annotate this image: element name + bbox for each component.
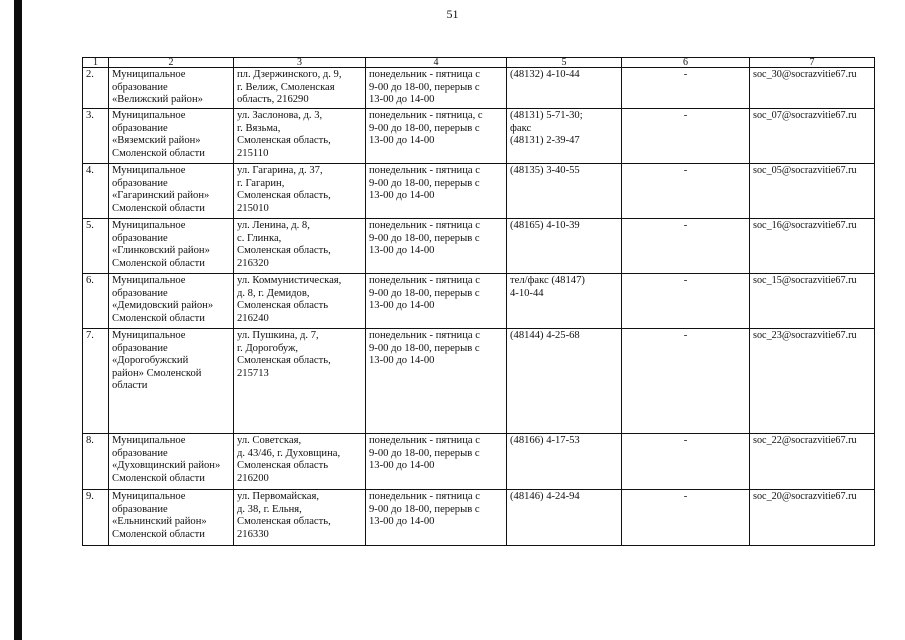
row-number: 8. [83, 434, 109, 490]
table-row [83, 434, 875, 490]
working-hours: понедельник - пятница с 9-00 до 18-00, перерыв с 13-00 до 14-00 [366, 434, 507, 490]
fax: - [622, 274, 750, 329]
column-header-7: 7 [750, 58, 875, 68]
email: soc_15@socrazvitie67.ru [750, 274, 875, 329]
fax: - [622, 219, 750, 274]
column-header-6: 6 [622, 58, 750, 68]
phone: (48131) 5-71-30; факс (48131) 2-39-47 [507, 109, 622, 164]
scan-edge-bar [14, 0, 22, 640]
phone: (48135) 3-40-55 [507, 164, 622, 219]
fax: - [622, 68, 750, 109]
municipality-name: Муниципальное образование «Духовщинский район» Смоленской области [109, 434, 234, 490]
phone: (48165) 4-10-39 [507, 219, 622, 274]
email: soc_20@socrazvitie67.ru [750, 490, 875, 546]
working-hours: понедельник - пятница с 9-00 до 18-00, перерыв с 13-00 до 14-00 [366, 329, 507, 434]
column-header-1: 1 [83, 58, 109, 68]
column-header-4: 4 [366, 58, 507, 68]
fax: - [622, 164, 750, 219]
phone: тел/факс (48147) 4-10-44 [507, 274, 622, 329]
column-header-5: 5 [507, 58, 622, 68]
municipality-name: Муниципальное образование «Гагаринский район» Смоленской области [109, 164, 234, 219]
address: ул. Первомайская, д. 38, г. Ельня, Смоленская область, 216330 [234, 490, 366, 546]
row-number: 2. [83, 68, 109, 109]
address: ул. Заслонова, д. 3, г. Вязьма, Смоленская область, 215110 [234, 109, 366, 164]
municipality-name: Муниципальное образование «Демидовский район» Смоленской области [109, 274, 234, 329]
column-header-3: 3 [234, 58, 366, 68]
municipality-name: Муниципальное образование «Дорогобужский район» Смоленской области [109, 329, 234, 434]
page-number: 51 [446, 7, 459, 21]
email: soc_16@socrazvitie67.ru [750, 219, 875, 274]
address: ул. Гагарина, д. 37, г. Гагарин, Смоленская область, 215010 [234, 164, 366, 219]
phone: (48132) 4-10-44 [507, 68, 622, 109]
working-hours: понедельник - пятница с 9-00 до 18-00, перерыв с 13-00 до 14-00 [366, 68, 507, 109]
working-hours: понедельник - пятница с 9-00 до 18-00, перерыв с 13-00 до 14-00 [366, 164, 507, 219]
email: soc_23@socrazvitie67.ru [750, 329, 875, 434]
working-hours: понедельник - пятница с 9-00 до 18-00, перерыв с 13-00 до 14-00 [366, 490, 507, 546]
fax: - [622, 490, 750, 546]
address: ул. Ленина, д. 8, с. Глинка, Смоленская область, 216320 [234, 219, 366, 274]
fax: - [622, 434, 750, 490]
table-row [83, 109, 875, 164]
email: soc_30@socrazvitie67.ru [750, 68, 875, 109]
row-number: 3. [83, 109, 109, 164]
fax: - [622, 329, 750, 434]
phone: (48166) 4-17-53 [507, 434, 622, 490]
row-number: 5. [83, 219, 109, 274]
address: ул. Советская, д. 43/46, г. Духовщина, Смоленская область 216200 [234, 434, 366, 490]
table-row [83, 329, 875, 434]
phone: (48146) 4-24-94 [507, 490, 622, 546]
municipality-name: Муниципальное образование «Вяземский район» Смоленской области [109, 109, 234, 164]
email: soc_05@socrazvitie67.ru [750, 164, 875, 219]
municipality-name: Муниципальное образование «Ельнинский район» Смоленской области [109, 490, 234, 546]
address: пл. Дзержинского, д. 9, г. Велиж, Смоленская область, 216290 [234, 68, 366, 109]
institutions-table [82, 57, 875, 546]
table-row [83, 490, 875, 546]
working-hours: понедельник - пятница, с 9-00 до 18-00, перерыв с 13-00 до 14-00 [366, 109, 507, 164]
table-row [83, 219, 875, 274]
table-row [83, 164, 875, 219]
email: soc_22@socrazvitie67.ru [750, 434, 875, 490]
working-hours: понедельник - пятница с 9-00 до 18-00, перерыв с 13-00 до 14-00 [366, 219, 507, 274]
phone: (48144) 4-25-68 [507, 329, 622, 434]
row-number: 6. [83, 274, 109, 329]
address: ул. Пушкина, д. 7, г. Дорогобуж, Смоленская область, 215713 [234, 329, 366, 434]
municipality-name: Муниципальное образование «Глинковский район» Смоленской области [109, 219, 234, 274]
address: ул. Коммунистическая, д. 8, г. Демидов, Смоленская область 216240 [234, 274, 366, 329]
column-header-2: 2 [109, 58, 234, 68]
table-row [83, 68, 875, 109]
row-number: 9. [83, 490, 109, 546]
working-hours: понедельник - пятница с 9-00 до 18-00, перерыв с 13-00 до 14-00 [366, 274, 507, 329]
row-number: 7. [83, 329, 109, 434]
municipality-name: Муниципальное образование «Велижский район» [109, 68, 234, 109]
email: soc_07@socrazvitie67.ru [750, 109, 875, 164]
row-number: 4. [83, 164, 109, 219]
table-row [83, 274, 875, 329]
header-row [83, 58, 875, 68]
fax: - [622, 109, 750, 164]
